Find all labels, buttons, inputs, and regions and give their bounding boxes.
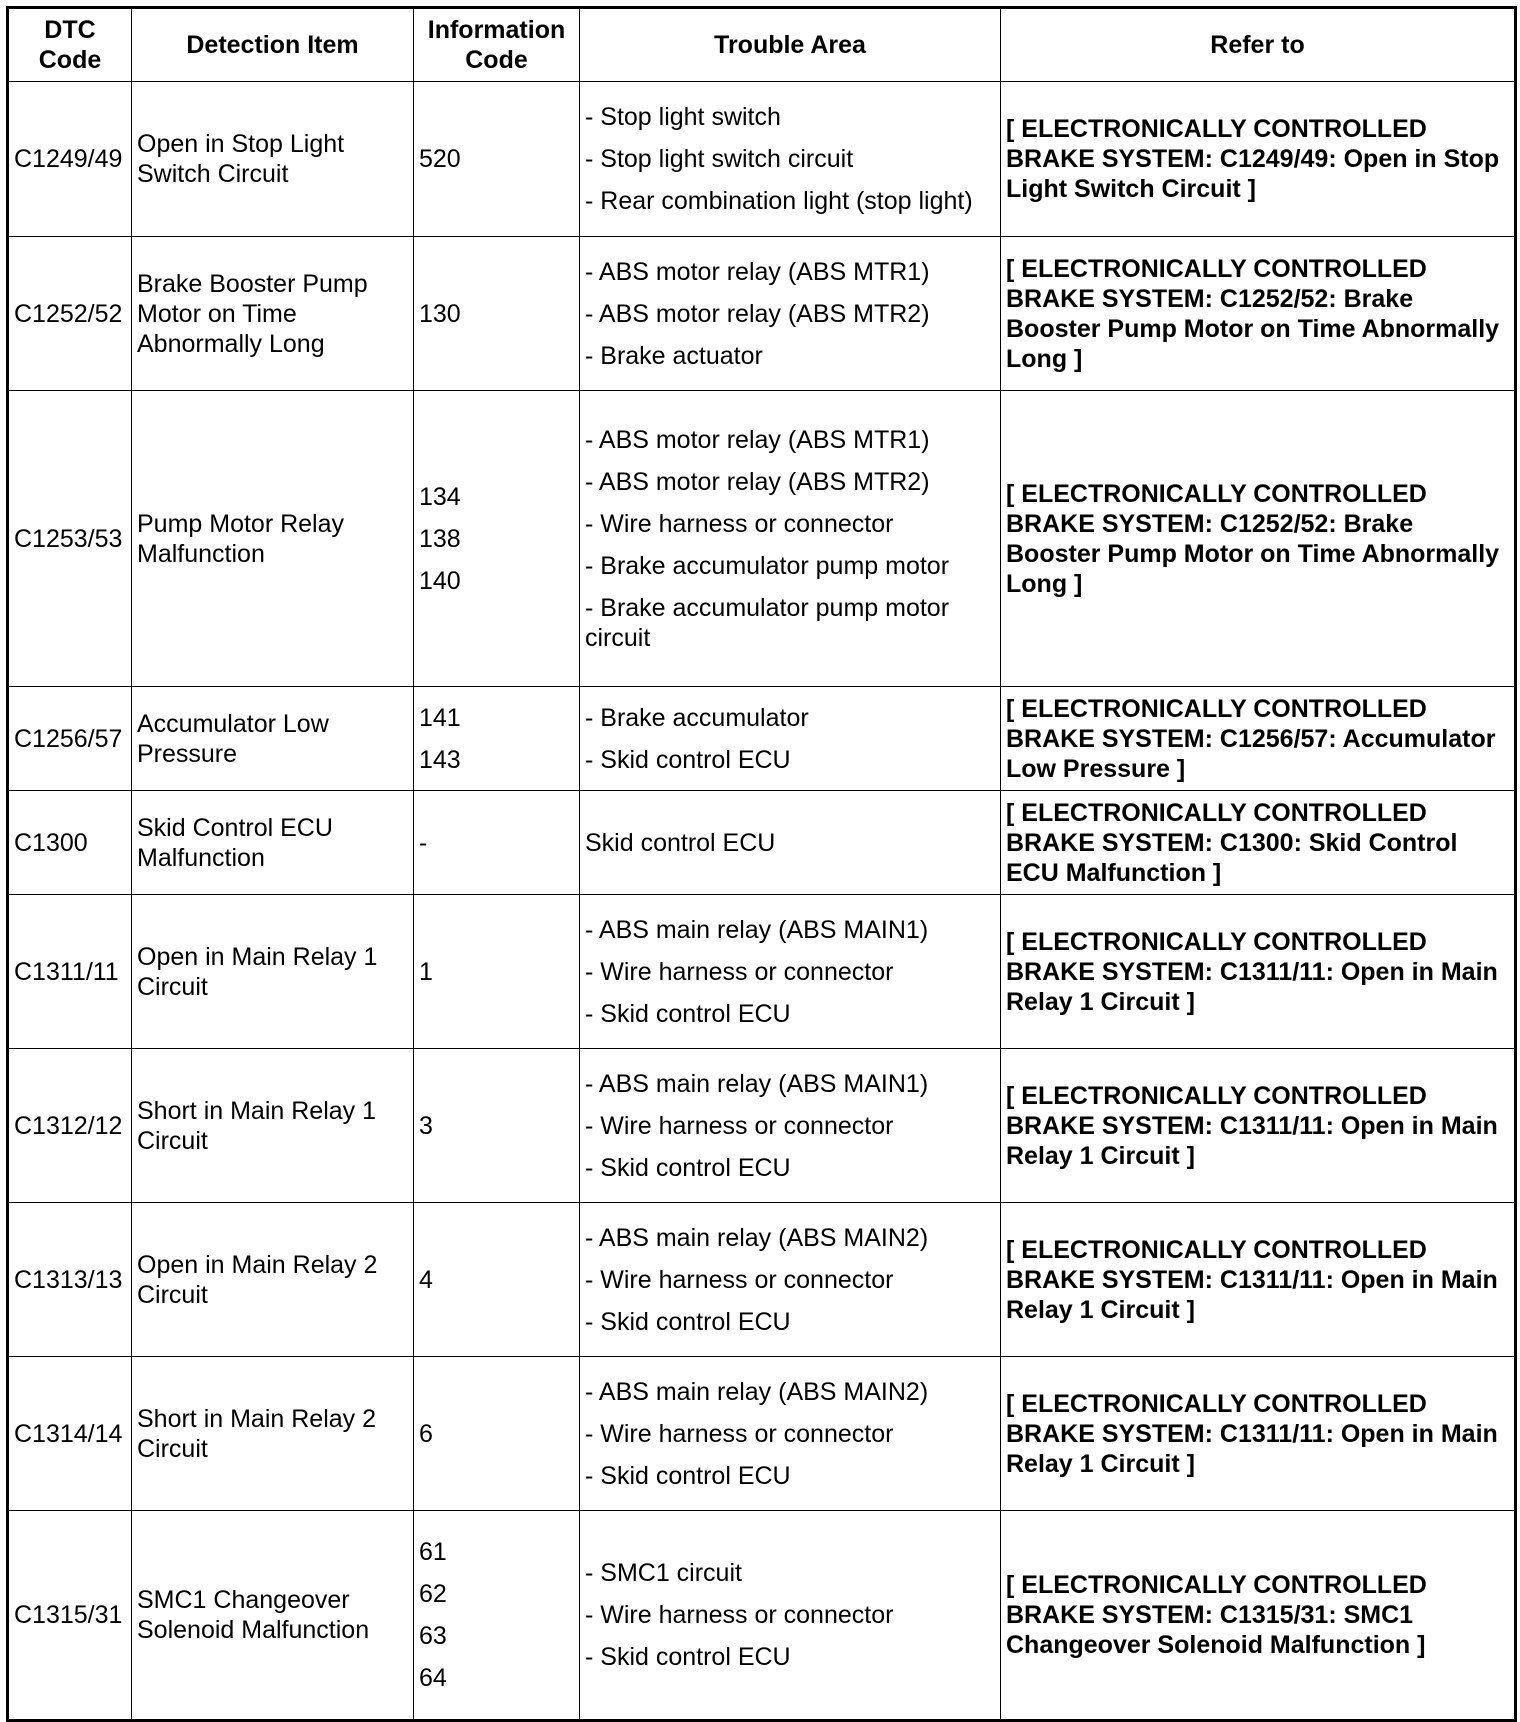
cell-trouble-line: - Wire harness or connector — [585, 1265, 894, 1294]
cell-trouble-line: - ABS motor relay (ABS MTR2) — [585, 299, 930, 328]
cell-trouble-line: - ABS main relay (ABS MAIN1) — [585, 1069, 929, 1098]
header-row — [8, 8, 1516, 82]
cell-trouble-line: - SMC1 circuit — [585, 1559, 742, 1587]
cell-info-line: 4 — [419, 1265, 433, 1294]
cell-trouble — [580, 237, 1001, 391]
cell-info-line: 64 — [419, 1664, 447, 1692]
cell-info — [414, 82, 580, 237]
cell-dtc-code: C1312/12 — [8, 1049, 132, 1203]
cell-refer-to: [ ELECTRONICALLY CONTROLLED BRAKE SYSTEM: C1311/11: Open in Main Relay 1 Circuit ] — [1001, 1203, 1516, 1357]
cell-trouble-line: - Wire harness or connector — [585, 957, 894, 986]
cell-info-line: 6 — [419, 1419, 433, 1448]
cell-trouble-line: - Brake actuator — [585, 341, 763, 370]
cell-info-line: 140 — [419, 566, 461, 595]
cell-refer-to: [ ELECTRONICALLY CONTROLLED BRAKE SYSTEM: C1252/52: Brake Booster Pump Motor on Time Abnormally Long ] — [1001, 237, 1516, 391]
cell-detection-item: Brake Booster Pump Motor on Time Abnormally Long — [132, 237, 414, 391]
cell-refer-to: [ ELECTRONICALLY CONTROLLED BRAKE SYSTEM: C1300: Skid Control ECU Malfunction ] — [1001, 791, 1516, 895]
cell-refer-to: [ ELECTRONICALLY CONTROLLED BRAKE SYSTEM: C1315/31: SMC1 Changeover Solenoid Malfunction ] — [1001, 1511, 1516, 1721]
cell-trouble-line: - Wire harness or connector — [585, 1419, 894, 1448]
cell-trouble — [580, 895, 1001, 1049]
cell-info — [414, 237, 580, 391]
cell-dtc-code: C1315/31 — [8, 1511, 132, 1721]
cell-trouble-line: Skid control ECU — [585, 828, 776, 857]
table-body — [8, 82, 1516, 1721]
cell-dtc-code: C1249/49 — [8, 82, 132, 237]
cell-trouble — [580, 1049, 1001, 1203]
cell-info-line: 141 — [419, 703, 461, 732]
cell-trouble-line: - Stop light switch circuit — [585, 145, 854, 173]
cell-info-line: - — [419, 828, 428, 857]
cell-info-line: 130 — [419, 299, 461, 328]
cell-trouble-line: - ABS motor relay (ABS MTR1) — [585, 257, 930, 286]
cell-dtc-code: C1256/57 — [8, 687, 132, 791]
cell-detection-item: Short in Main Relay 2 Circuit — [132, 1357, 414, 1511]
cell-dtc-code: C1311/11 — [8, 895, 132, 1049]
cell-info-line: 134 — [419, 482, 461, 511]
cell-trouble — [580, 1511, 1001, 1721]
cell-info — [414, 895, 580, 1049]
cell-trouble-line: - ABS motor relay (ABS MTR2) — [585, 467, 930, 496]
cell-info-line: 143 — [419, 745, 461, 774]
table-row — [8, 1357, 1516, 1511]
cell-trouble-line: - Skid control ECU — [585, 745, 791, 774]
cell-detection-item: Open in Main Relay 2 Circuit — [132, 1203, 414, 1357]
cell-trouble-line: - Skid control ECU — [585, 1153, 791, 1182]
table-row — [8, 791, 1516, 895]
cell-detection-item: Accumulator Low Pressure — [132, 687, 414, 791]
cell-info — [414, 391, 580, 687]
cell-trouble-line: - Brake accumulator — [585, 703, 809, 732]
cell-refer-to: [ ELECTRONICALLY CONTROLLED BRAKE SYSTEM: C1311/11: Open in Main Relay 1 Circuit ] — [1001, 1357, 1516, 1511]
cell-trouble-line: - ABS main relay (ABS MAIN1) — [585, 915, 929, 944]
cell-trouble — [580, 391, 1001, 687]
cell-detection-item: Pump Motor Relay Malfunction — [132, 391, 414, 687]
table-row — [8, 1511, 1516, 1721]
cell-info-line: 62 — [419, 1580, 447, 1608]
cell-info-line: 520 — [419, 145, 461, 173]
cell-trouble-line: - Skid control ECU — [585, 1643, 791, 1671]
cell-trouble — [580, 687, 1001, 791]
cell-trouble-line: - Skid control ECU — [585, 999, 791, 1028]
header-dtc-code: DTC Code — [8, 8, 132, 82]
cell-dtc-code: C1253/53 — [8, 391, 132, 687]
cell-trouble-line: - Skid control ECU — [585, 1461, 791, 1490]
table-row — [8, 895, 1516, 1049]
cell-trouble-line: - Wire harness or connector — [585, 1111, 894, 1140]
cell-trouble — [580, 1357, 1001, 1511]
cell-trouble — [580, 791, 1001, 895]
cell-refer-to: [ ELECTRONICALLY CONTROLLED BRAKE SYSTEM: C1311/11: Open in Main Relay 1 Circuit ] — [1001, 895, 1516, 1049]
cell-info — [414, 1511, 580, 1721]
cell-trouble-line: - ABS main relay (ABS MAIN2) — [585, 1377, 929, 1406]
table-header — [8, 8, 1516, 82]
header-refer-to: Refer to — [1001, 8, 1516, 82]
cell-info — [414, 687, 580, 791]
cell-detection-item: Open in Main Relay 1 Circuit — [132, 895, 414, 1049]
header-trouble-area: Trouble Area — [580, 8, 1001, 82]
cell-trouble-line: - Wire harness or connector — [585, 1601, 894, 1629]
cell-trouble-line: - Brake accumulator pump motor circuit — [585, 593, 950, 652]
cell-info-line: 3 — [419, 1111, 433, 1140]
cell-info — [414, 791, 580, 895]
cell-refer-to: [ ELECTRONICALLY CONTROLLED BRAKE SYSTEM: C1249/49: Open in Stop Light Switch Circuit ] — [1001, 82, 1516, 237]
cell-trouble — [580, 82, 1001, 237]
cell-info-line: 63 — [419, 1622, 447, 1650]
cell-trouble — [580, 1203, 1001, 1357]
cell-dtc-code: C1300 — [8, 791, 132, 895]
cell-info-line: 138 — [419, 524, 461, 553]
cell-trouble-line: - ABS motor relay (ABS MTR1) — [585, 425, 930, 454]
cell-trouble-line: - Skid control ECU — [585, 1307, 791, 1336]
cell-detection-item: SMC1 Changeover Solenoid Malfunction — [132, 1511, 414, 1721]
cell-trouble-line: - Wire harness or connector — [585, 509, 894, 538]
table-row — [8, 687, 1516, 791]
table-row — [8, 1203, 1516, 1357]
cell-info-line: 1 — [419, 957, 433, 986]
cell-trouble-line: - Stop light switch — [585, 103, 781, 131]
cell-dtc-code: C1314/14 — [8, 1357, 132, 1511]
cell-refer-to: [ ELECTRONICALLY CONTROLLED BRAKE SYSTEM: C1256/57: Accumulator Low Pressure ] — [1001, 687, 1516, 791]
cell-dtc-code: C1252/52 — [8, 237, 132, 391]
cell-detection-item: Open in Stop Light Switch Circuit — [132, 82, 414, 237]
cell-info — [414, 1203, 580, 1357]
cell-detection-item: Short in Main Relay 1 Circuit — [132, 1049, 414, 1203]
cell-trouble-line: - Brake accumulator pump motor — [585, 551, 950, 580]
header-information-code: Information Code — [414, 8, 580, 82]
cell-trouble-line: - ABS main relay (ABS MAIN2) — [585, 1223, 929, 1252]
table-row — [8, 237, 1516, 391]
cell-refer-to: [ ELECTRONICALLY CONTROLLED BRAKE SYSTEM: C1311/11: Open in Main Relay 1 Circuit ] — [1001, 1049, 1516, 1203]
table-row — [8, 391, 1516, 687]
cell-info — [414, 1357, 580, 1511]
cell-info — [414, 1049, 580, 1203]
table-row — [8, 1049, 1516, 1203]
dtc-table — [6, 6, 1517, 1722]
cell-trouble-line: - Rear combination light (stop light) — [585, 187, 973, 215]
cell-detection-item: Skid Control ECU Malfunction — [132, 791, 414, 895]
header-detection-item: Detection Item — [132, 8, 414, 82]
cell-refer-to: [ ELECTRONICALLY CONTROLLED BRAKE SYSTEM: C1252/52: Brake Booster Pump Motor on Time Abnormally Long ] — [1001, 391, 1516, 687]
cell-dtc-code: C1313/13 — [8, 1203, 132, 1357]
cell-info-line: 61 — [419, 1538, 447, 1566]
table-row — [8, 82, 1516, 237]
